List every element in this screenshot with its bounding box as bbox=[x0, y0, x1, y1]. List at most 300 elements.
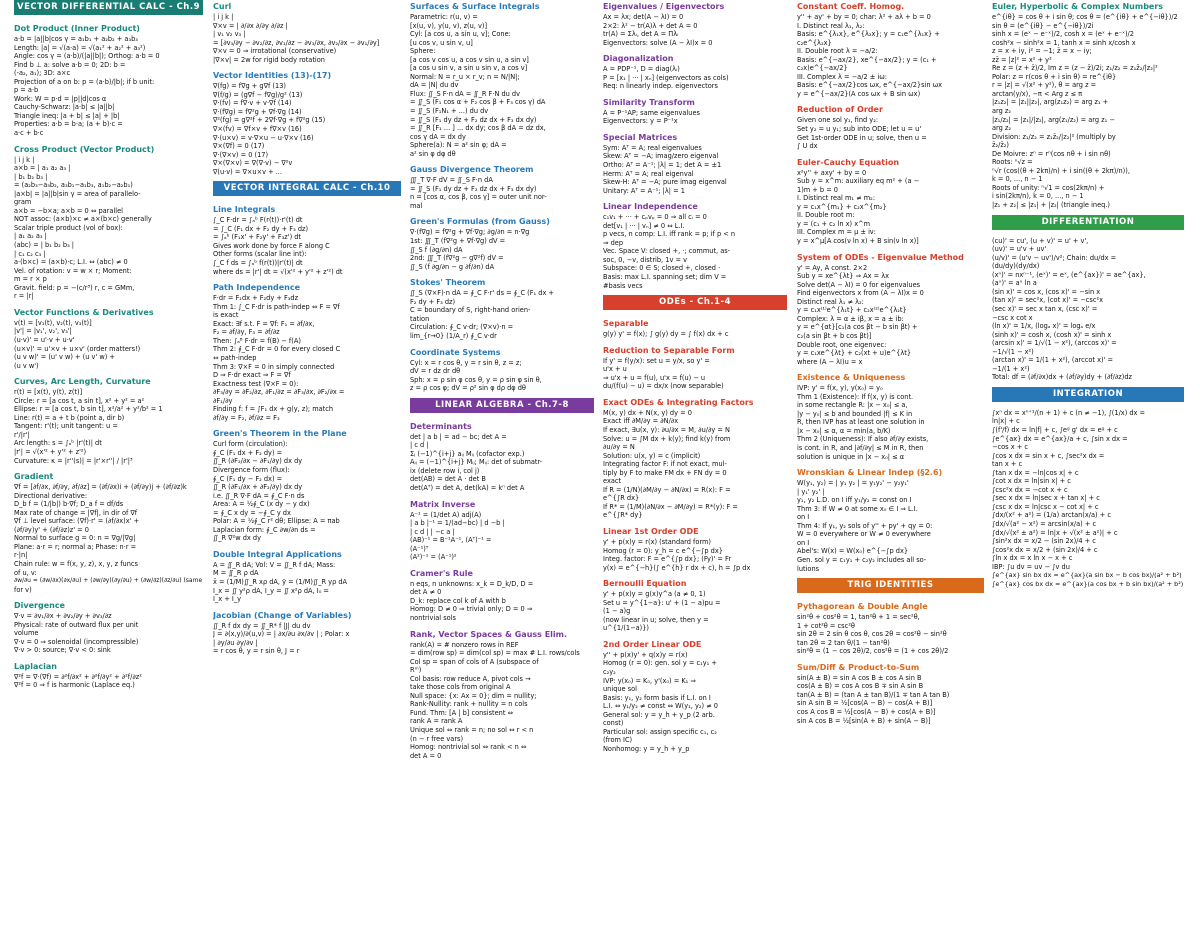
formula-line: ∇²f = 0 ⇒ f is harmonic (Laplace eq.) bbox=[14, 681, 135, 690]
formula-line: ∇(u·v) = ∇×u×v + ... bbox=[213, 167, 282, 176]
formula-line: Double root, one eigenvec: bbox=[797, 340, 887, 349]
formula-line: [a cos u sin v, a sin u sin v, a cos v] bbox=[410, 64, 528, 73]
formula-line: ∫tan x dx = −ln|cos x| + c bbox=[992, 468, 1079, 477]
formula-line: 1 + cot²θ = csc²θ bbox=[797, 621, 855, 630]
formula-line: Sub y = x^m: auxiliary eq m² + (a − bbox=[797, 177, 920, 186]
formula-line: u'x + u bbox=[603, 365, 627, 374]
formula-line: z̄₂/z̄₂) bbox=[992, 141, 1010, 150]
formula-line: y = e^{αt}[c₁(a cos βt − b sin βt) + bbox=[797, 323, 918, 332]
formula-line: ∇×v = | ∂/∂x ∂/∂y ∂/∂z | bbox=[213, 21, 288, 30]
formula-line: tiply by F to make FM dx + FN dy = 0 bbox=[603, 468, 727, 477]
formula-line: n eqs, n unknowns: x_k = D_k/D, D = bbox=[410, 579, 534, 588]
section-heading: Diagonalization bbox=[603, 54, 674, 64]
formula-line: ∬_R (∂F₂/∂x − ∂F₁/∂y) dx dy bbox=[213, 457, 303, 466]
formula-line: M(x, y) dx + N(x, y) dy = 0 bbox=[603, 408, 692, 417]
formula-line: sin A cos B = ½[sin(A + B) + sin(A − B)] bbox=[797, 716, 931, 725]
section-dot-product bbox=[14, 22, 207, 143]
formula-line: ∫e^{ax} dx = e^{ax}/a + c, ∫sin x dx = bbox=[992, 434, 1128, 443]
section-heading: Rank, Vector Spaces & Gauss Elim. bbox=[410, 629, 568, 639]
formula-line: Normal: N = r_u × r_v; n = N/|N|; bbox=[410, 72, 520, 81]
section-heading: Separable bbox=[603, 319, 649, 329]
formula-line: y = c₁x⁽¹⁾e^{λ₁t} + c₂x⁽²⁾e^{λ₂t} bbox=[797, 306, 907, 315]
formula-line: = ∬_S (F₁ dy dz + F₂ dz dx + F₃ dx dy) bbox=[410, 115, 537, 124]
formula-line: r = |r| bbox=[14, 292, 34, 301]
formula-line: |r'| = √(x'² + y'² + z'²) bbox=[14, 447, 87, 456]
section-curves-arc-length bbox=[14, 375, 207, 470]
formula-line: (u v w)' = (u' v w) + (u v' w) + bbox=[14, 353, 115, 362]
formula-line: De Moivre: zⁿ = rⁿ(cos nθ + i sin nθ) bbox=[992, 149, 1111, 158]
formula-line: Line: r(t) = a + t b (point a, dir b) bbox=[14, 413, 125, 422]
formula-line: (arctan x)' = 1/(1 + x²), (arccot x)' = bbox=[992, 356, 1113, 365]
formula-line: I. Distinct real λ₁, λ₂: bbox=[797, 21, 865, 30]
section-heading: Curves, Arc Length, Curvature bbox=[14, 377, 151, 387]
section-heading: Line Integrals bbox=[213, 205, 276, 215]
formula-line: ∇f = [∂f/∂x, ∂f/∂y, ∂f/∂z] = (∂f/∂x)i + (∂f/∂y)j + (∂f/∂z)k bbox=[14, 483, 187, 492]
formula-line: |a×b| = |a||b|sin γ = area of parallelo- bbox=[14, 189, 141, 198]
formula-line: (A²)⁻¹ = (A⁻¹)² bbox=[410, 553, 457, 562]
formula-line: ln|x| + c bbox=[992, 417, 1020, 426]
formula-line: g(y) y' = f(x); ∫ g(y) dy = ∫ f(x) dx + c bbox=[603, 330, 729, 339]
section-stokes-theorem bbox=[410, 276, 598, 345]
section-similarity-transform bbox=[603, 96, 791, 131]
formula-line: ∇×(fv) = ∇f×v + f∇×v (16) bbox=[213, 125, 302, 134]
formula-line: (u/v)' = (u'v − uv')/v²; Chain: du/dx = bbox=[992, 253, 1117, 262]
section-path-independence bbox=[213, 281, 405, 427]
formula-line: z = ρ cos φ; dV = ρ² sin φ dρ dφ dθ bbox=[410, 384, 526, 393]
formula-line: sin(A ± B) = sin A cos B ± cos A sin B bbox=[797, 673, 922, 682]
formula-line: ∇·v = ∂v₁/∂x + ∂v₂/∂y + ∂v₃/∂z bbox=[14, 612, 112, 621]
formula-line: Integrating factor F: if not exact, mul- bbox=[603, 460, 727, 469]
formula-line: (now linear in u; solve, then y = bbox=[603, 615, 709, 624]
formula-line: p = a·b bbox=[14, 86, 39, 95]
formula-line: Arc length: s = ∫ₐᵇ |r'(t)| dt bbox=[14, 439, 102, 448]
formula-line: ∇f ⊥ level surface: (∇f)·r' = (∂f/∂x)x' + bbox=[14, 517, 140, 526]
formula-line: sin²θ = (1 − cos 2θ)/2, cos²θ = (1 + cos 2θ)/2 bbox=[797, 647, 949, 656]
formula-line: IBP: ∫u dv = uv − ∫v du bbox=[992, 562, 1070, 571]
formula-line: = ∬_S (F₁ cos α + F₂ cos β + F₃ cos γ) dA bbox=[410, 98, 546, 107]
formula-line: ∇·v = 0 ⇒ solenoidal (incompressible) bbox=[14, 637, 139, 646]
formula-line: Eigenvectors: y = P⁻¹x bbox=[603, 117, 678, 126]
section-heading: Coordinate Systems bbox=[410, 347, 501, 357]
section-heading: Cross Product (Vector Product) bbox=[14, 144, 155, 154]
formula-line: (tan x)' = sec²x, (cot x)' = −csc²x bbox=[992, 296, 1104, 305]
formula-line: Physical: rate of outward flux per unit bbox=[14, 620, 139, 629]
section-heading: System of ODEs - Eigenvalue Method bbox=[797, 252, 964, 262]
formula-line: 1)m + b = 0 bbox=[797, 185, 839, 194]
formula-line: y(x) = e^{−h}(∫ e^{h} r dx + c), h = ∫p dx bbox=[603, 563, 751, 572]
formula-line: unique sol bbox=[603, 685, 638, 694]
formula-line: Sphere: bbox=[410, 47, 436, 56]
formula-line: y' = Ay, A const. 2×2 bbox=[797, 263, 868, 272]
formula-line: (arcsin x)' = 1/√(1 − x²), (arccos x)' = bbox=[992, 339, 1117, 348]
formula-line: is cont. in R, and |∂f/∂y| ≤ M in R, then bbox=[797, 443, 924, 452]
formula-line: Cyl: [a cos u, a sin u, v]; Cone: bbox=[410, 30, 511, 39]
formula-line: Given one sol y₁, find y₂: bbox=[797, 116, 879, 125]
formula-line: Scalar triple product (vol of box): bbox=[14, 223, 123, 232]
formula-line: e^{∫R* dy} bbox=[603, 511, 643, 520]
formula-line: ∫dx/√(a² − x²) = arcsin(x/a) + c bbox=[992, 519, 1097, 528]
formula-line: Nonhomog: y = y_h + y_p bbox=[603, 744, 690, 753]
formula-line: 2×2: λ² − tr(A)λ + det A = 0 bbox=[603, 21, 698, 30]
formula-line: = ∬_S (F₁N₁ + ...) du dv bbox=[410, 107, 489, 116]
formula-line: Thm 1: ∫_C F·dr is path-indep ⇔ F = ∇f bbox=[213, 302, 340, 311]
formula-line: Plane: a·r = r; normal a; Phase: n·r = bbox=[14, 542, 137, 551]
formula-line: Then: ∫ₐᴮ F·dr = f(B) − f(A) bbox=[213, 336, 301, 345]
formula-line: Length: |a| = √(a·a) = √(a₁² + a₂² + a₃²) bbox=[14, 43, 146, 52]
formula-line: y = c₁x^{m₁} + c₂x^{m₂} bbox=[797, 202, 887, 211]
section-surfaces-surface-integrals bbox=[410, 0, 598, 163]
formula-line: |x − x₀| ≤ α, α = min(a, b/K) bbox=[797, 426, 891, 435]
formula-line: dA = |N| du dv bbox=[410, 81, 459, 90]
formula-line: #basis vecs bbox=[603, 281, 643, 290]
formula-line: Thm 1 (Existence): If f(x, y) is cont. bbox=[797, 392, 914, 401]
formula-line: ⁿ√r (cos((θ + 2kπ)/n) + i sin((θ + 2kπ)/n)), bbox=[992, 166, 1130, 175]
section-integration-rules bbox=[992, 409, 1188, 593]
formula-line: (sinh x)' = cosh x, (cosh x)' = sinh x bbox=[992, 330, 1112, 339]
formula-line: tan x + c bbox=[992, 460, 1023, 469]
formula-line: det | a b | = ad − bc; det A = bbox=[410, 432, 507, 441]
section-heading: Existence & Uniqueness bbox=[797, 373, 906, 383]
formula-line: | b₁ b₂ b₃ | bbox=[14, 172, 48, 181]
chapter-band-title: DIFFERENTIATION bbox=[992, 215, 1184, 230]
formula-line: r·|n| bbox=[14, 551, 28, 560]
formula-line: sin θ = (e^{iθ} − e^{−iθ})/2i bbox=[992, 21, 1094, 30]
formula-line: Integ. factor: F = e^{∫p dx}; (Fy)' = Fr bbox=[603, 555, 732, 564]
formula-line: 2nd: ∭_T (f∇²g − g∇²f) dV = bbox=[410, 254, 504, 263]
formula-line: Sph: x = ρ sin φ cos θ, y = ρ sin φ sin θ, bbox=[410, 375, 542, 384]
formula-line: Solve: u = ∫M dx + k(y); find k(y) from bbox=[603, 434, 731, 443]
column-4 bbox=[603, 0, 791, 927]
formula-line: Thm 4: If y₁, y₂ sols of y'' + py' + qy = 0: bbox=[797, 521, 933, 530]
column-6 bbox=[992, 0, 1188, 927]
formula-line: soc, 0, −v, distrib, 1v = v bbox=[603, 255, 687, 264]
formula-line: A⁻¹ = (1/det A) adj(A) bbox=[410, 510, 482, 519]
formula-line: −1/√(1 − x²) bbox=[992, 347, 1034, 356]
formula-line: Tangent: r'(t); unit tangent: u = bbox=[14, 422, 118, 431]
formula-line: cosh²x − sinh²x = 1, tanh x = sinh x/cosh x bbox=[992, 38, 1136, 47]
formula-line: Particular sol: assign specific c₁, c₂ bbox=[603, 727, 717, 736]
formula-line: (n − r free vars) bbox=[410, 734, 464, 743]
formula-line: u^{1/(1−a)}) bbox=[603, 624, 649, 633]
formula-line: m = r × p bbox=[14, 275, 47, 284]
formula-line: A = PDP⁻¹, D = diag(λᵢ) bbox=[603, 65, 680, 74]
formula-line: Abel's: W(x) = W(x₀) e^{−∫p dx} bbox=[797, 547, 909, 556]
section-heading: Reduction of Order bbox=[797, 105, 883, 115]
formula-line: Vec. Space V: closed +, ·; commut, as- bbox=[603, 247, 731, 256]
formula-line: du/(f(u) − u) = dx/x (now separable) bbox=[603, 382, 724, 391]
section-coordinate-systems bbox=[410, 346, 598, 398]
formula-line: is exact bbox=[213, 311, 239, 320]
formula-line: (u×v)' = u'×v + u×v' (order matters!) bbox=[14, 344, 141, 353]
formula-line: a·c + b·c bbox=[14, 129, 44, 138]
formula-line: y₁, y₂ L.D. on I iff y₁/y₂ = const on I bbox=[797, 496, 912, 505]
formula-line: = ∫ₐᵇ (F₁x' + F₂y' + F₃z') dt bbox=[213, 233, 302, 242]
formula-line: ∫cos²x dx = x/2 + (sin 2x)/4 + c bbox=[992, 545, 1098, 554]
formula-line: | c d | bbox=[410, 441, 429, 450]
section-heading: Bernoulli Equation bbox=[603, 579, 687, 589]
formula-line: cos γ dA = dx dy bbox=[410, 132, 466, 141]
formula-line: Gen. sol y = c₁y₁ + c₂y₂ includes all so- bbox=[797, 555, 927, 564]
formula-line: e^{iθ} = cos θ + i sin θ; cos θ = (e^{iθ} + e^{−iθ})/2 bbox=[992, 13, 1178, 21]
formula-line: ∮_C (F₁ dx + F₂ dy) = bbox=[213, 448, 283, 457]
section-trig-identities bbox=[797, 578, 988, 600]
formula-line: Set u = y^{1−a}: u' + (1 − a)pu = bbox=[603, 598, 721, 607]
formula-line: Flux: ∬_S F·n dA = ∬_R F·N du dv bbox=[410, 89, 521, 98]
section-heading: Matrix Inverse bbox=[410, 499, 476, 509]
formula-line: [x(u, v), y(u, v), z(u, v)] bbox=[410, 21, 488, 30]
formula-line: Polar: A = ½∮_C r² dθ; Ellipse: A = πab bbox=[213, 517, 340, 526]
formula-line: ∂u/∂y = N bbox=[603, 443, 635, 452]
formula-line: ∬_R f dx dy = ∬_R* f |J| du dv bbox=[213, 621, 311, 630]
formula-line: ∫csc²x dx = −cot x + c bbox=[992, 485, 1068, 494]
formula-line: | c d | | −c a | bbox=[410, 527, 455, 536]
column-3 bbox=[410, 0, 598, 927]
formula-line: a·(b×c) = (a×b)·c; L.I. ⇔ (abc) ≠ 0 bbox=[14, 258, 128, 267]
formula-line: Ax = λx; det(A − λI) = 0 bbox=[603, 13, 684, 21]
formula-line: y' + p(x)y = r(x) (standard form) bbox=[603, 537, 711, 546]
formula-line: ∇·(f∇g) = f∇²g + ∇f·∇g (14) bbox=[213, 107, 302, 116]
formula-line: ∂w/∂u = (∂w/∂x)(∂x/∂u) + (∂w/∂y)(∂y/∂u) + (∂w/∂z)(∂z/∂u) (same bbox=[14, 577, 203, 585]
formula-line: r'/|r'| bbox=[14, 430, 30, 439]
formula-line: −cos x + c bbox=[992, 443, 1028, 452]
formula-line: ⇔ path-indep bbox=[213, 353, 257, 362]
section-reduction-of-order bbox=[797, 103, 988, 155]
formula-line: D ⇒ F·dr exact ⇒ F = ∇f bbox=[213, 371, 291, 380]
formula-line: IVP: y' = f(x, y), y(x₀) = y₀ bbox=[797, 384, 883, 393]
formula-line: 1st: ∭_T (f∇²g + ∇f·∇g) dV = bbox=[410, 237, 506, 246]
formula-line: det[v₁ | ··· | vₙ] ≠ 0 ⇔ L.I. bbox=[603, 221, 685, 230]
formula-line: zz̄ = |z|² = x² + y² bbox=[992, 55, 1052, 64]
section-heading: Dot Product (Inner Product) bbox=[14, 24, 140, 33]
formula-line: (u·v)' = u'·v + u·v' bbox=[14, 335, 75, 344]
formula-line: Get 1st-order ODE in u; solve, then u = bbox=[797, 133, 927, 142]
formula-line: ∇·(f∇g) = f∇²g + ∇f·∇g; ∂g/∂n = n·∇g bbox=[410, 228, 530, 237]
formula-line: Req: n linearly indep. eigenvectors bbox=[603, 82, 718, 91]
formula-line: ∫cos x dx = sin x + c, ∫sec²x dx = bbox=[992, 451, 1105, 460]
formula-line: (cu)' = cu', (u + v)' = u' + v', bbox=[992, 236, 1089, 245]
formula-line: tan 2θ = 2 tan θ/(1 − tan²θ) bbox=[797, 638, 890, 647]
formula-line: |∇×v| = 2w for rigid body rotation bbox=[213, 55, 325, 64]
formula-line: = r cos θ, y = r sin θ, J = r bbox=[213, 647, 300, 656]
formula-line: | a b |⁻¹ = 1/(ad−bc) | d −b | bbox=[410, 519, 505, 528]
section-double-integral-applications bbox=[213, 548, 405, 609]
formula-line: (from IC) bbox=[603, 736, 633, 745]
formula-line: c₂x)e^{−ax/2} bbox=[797, 64, 848, 73]
formula-line: Parametric: r(u, v) = bbox=[410, 13, 478, 21]
section-linear-algebra bbox=[410, 398, 598, 420]
formula-line: J = ∂(x,y)/∂(u,v) = | ∂x/∂u ∂x/∂v | ; Polar: x bbox=[213, 630, 350, 639]
formula-line: y = (c₁ + c₂ ln x) x^m bbox=[797, 219, 871, 228]
formula-line: |z₁/z₂| = |z₁|/|z₂|, arg(z₁/z₂) = arg z₁ − bbox=[992, 115, 1115, 124]
formula-line: Polar: z = r(cos θ + i sin θ) = re^{iθ} bbox=[992, 72, 1117, 81]
formula-line: ∂f/∂y = F₂, ∂f/∂z = F₃ bbox=[213, 413, 280, 422]
formula-line: ∬_S (f ∂g/∂n − g ∂f/∂n) dA bbox=[410, 262, 495, 271]
formula-line: Triangle ineq: |a + b| ≤ |a| + |b| bbox=[14, 111, 120, 120]
formula-line: Roots of unity: ⁿ√1 = cos(2kπ/n) + bbox=[992, 183, 1105, 192]
section-heading: Gradient bbox=[14, 472, 54, 482]
formula-line: |z₁z₂| = |z₁||z₂|, arg(z₁z₂) = arg z₁ + bbox=[992, 98, 1109, 107]
formula-line: Circulation: ∮_C v·dr; (∇×v)·n = bbox=[410, 323, 514, 332]
formula-line: [a cos v cos u, a cos v sin u, a sin v] bbox=[410, 55, 529, 64]
chapter-band-title: LINEAR ALGEBRA - Ch.7-8 bbox=[410, 398, 594, 413]
section-linear-first-order bbox=[603, 525, 791, 577]
formula-line: Solution: u(x, y) = c (implicit) bbox=[603, 451, 701, 460]
formula-line: y'' + ay' + by = 0; char: λ² + aλ + b = 0 bbox=[797, 13, 931, 21]
formula-line: If y' = f(y/x): set u = y/x, so y' = bbox=[603, 356, 710, 365]
formula-line: Properties: a·b = b·a; (a + b)·c = bbox=[14, 120, 123, 129]
formula-line: a·b = |a||b|cos γ = a₁b₁ + a₂b₂ + a₃b₃ bbox=[14, 35, 138, 43]
formula-line: sin A sin B = ½[cos(A − B) − cos(A + B)] bbox=[797, 699, 933, 708]
formula-line: Thm 2 (Uniqueness): If also ∂f/∂y exists, bbox=[797, 435, 929, 444]
formula-line: (sin x)' = cos x, (cos x)' = −sin x bbox=[992, 287, 1101, 296]
formula-line: det A = 0 bbox=[410, 751, 442, 760]
formula-line: c₂(a sin βt + b cos βt)] bbox=[797, 331, 872, 340]
formula-line: F₂ = ∂f/∂y, F₃ = ∂f/∂z bbox=[213, 328, 280, 337]
formula-line: Sphere(a): N = a² sin φ; dA = bbox=[410, 141, 507, 150]
formula-line: dV = r dz dr dθ bbox=[410, 367, 461, 376]
formula-line: ∬_R ∇²w dx dy bbox=[213, 534, 261, 543]
formula-line: (xⁿ)' = nxⁿ⁻¹, (eˣ)' = eˣ, (e^{ax})' = ae^{ax}, bbox=[992, 270, 1146, 279]
formula-line: (∂f/∂y)y' + (∂f/∂z)z' = 0 bbox=[14, 525, 89, 534]
formula-line: Rank-Nullity: rank + nullity = n cols bbox=[410, 700, 528, 709]
section-vector-integral-calc bbox=[213, 181, 405, 203]
formula-line: rank A = rank Ã bbox=[410, 717, 463, 726]
formula-line: Gives work done by force F along C bbox=[213, 241, 330, 250]
section-heading: Linear 1st Order ODE bbox=[603, 526, 699, 536]
formula-line: Thm 3: ∇×F = 0 in simply connected bbox=[213, 362, 335, 371]
formula-line: W = 0 everywhere or W ≠ 0 everywhere bbox=[797, 530, 931, 539]
section-heading: Sum/Diff & Product-to-Sum bbox=[797, 662, 920, 672]
formula-line: Distinct real λ₁ ≠ λ₂: bbox=[797, 297, 864, 306]
chapter-band-title: TRIG IDENTITIES bbox=[797, 578, 984, 593]
formula-line: ∇·v > 0: source; ∇·v < 0: sink bbox=[14, 646, 111, 655]
section-cross-product bbox=[14, 143, 207, 306]
section-heading: Gauss Divergence Theorem bbox=[410, 165, 534, 175]
formula-line: = ∬_R [F₁ ... ] ... dx dy; cos β dA = dz dx, bbox=[410, 124, 546, 133]
section-heading: Special Matrices bbox=[603, 132, 678, 142]
section-heading: Cramer's Rule bbox=[410, 568, 473, 578]
section-laplacian bbox=[14, 660, 207, 695]
section-heading: Green's Theorem in the Plane bbox=[213, 429, 347, 439]
formula-line: Homog: nontrivial sol ⇔ rank < n ⇔ bbox=[410, 743, 527, 752]
section-bernoulli-equation bbox=[603, 577, 791, 638]
formula-line: Find b ⊥ a: solve a·b = 0; 2D: b = bbox=[14, 60, 126, 69]
formula-line: Re z = (z + z̄)/2, Im z = (z − z̄)/2i; z₁/z₂ = z₁z̄₂/|z₂|² bbox=[992, 64, 1158, 73]
formula-line: W(y₁, y₂) = | y₁ y₂ | = y₁y₂' − y₂y₁' bbox=[797, 479, 909, 488]
section-heading: Similarity Transform bbox=[603, 97, 695, 107]
formula-line: Null space: {x: Ax = 0}; dim = nullity; bbox=[410, 691, 537, 700]
formula-line: If R = (1/N)(∂M/∂y − ∂N/∂x) = R(x): F = bbox=[603, 485, 731, 494]
section-heading: Surfaces & Surface Integrals bbox=[410, 2, 540, 11]
formula-line: F₂ dy + F₃ dz) bbox=[410, 297, 456, 306]
formula-line: det(AB) = det A · det B bbox=[410, 475, 486, 484]
formula-line: nontrivial sols bbox=[410, 613, 456, 622]
formula-line: III. Complex λ = −a/2 ± iω: bbox=[797, 72, 887, 81]
chapter-band-title: ODEs - Ch.1-4 bbox=[603, 295, 787, 310]
formula-line: | ∂y/∂u ∂y/∂v | bbox=[213, 638, 258, 647]
formula-line: lutions bbox=[797, 564, 820, 573]
formula-line: Skew-H: Āᵀ = −A; pure imag eigenval bbox=[603, 178, 727, 187]
section-heading: Determinants bbox=[410, 421, 472, 431]
formula-line: Cyl: x = r cos θ, y = r sin θ, z = z; bbox=[410, 358, 522, 367]
formula-line: for v) bbox=[14, 585, 32, 594]
formula-line: A = ∬_R dA; Vol: V = ∬_R f dA; Mass: bbox=[213, 560, 336, 569]
formula-line: det A ≠ 0 bbox=[410, 588, 442, 597]
section-heading: 2nd Order Linear ODE bbox=[603, 639, 702, 649]
section-system-odes-eigenvalue bbox=[797, 251, 988, 372]
formula-line: ∫ln x dx = x ln x − x + c bbox=[992, 554, 1073, 563]
section-gauss-divergence-theorem bbox=[410, 163, 598, 215]
formula-line: Exact: ∃f s.t. F = ∇f: F₁ = ∂f/∂x, bbox=[213, 319, 315, 328]
formula-line: Roots: ⁿ√z = bbox=[992, 158, 1033, 167]
formula-line: Projection of a on b: p = (a·b)/|b|; if b unit: bbox=[14, 77, 155, 86]
section-separable bbox=[603, 317, 791, 344]
formula-line: lim_{r→0} (1/A_r) ∮_C v·dr bbox=[410, 331, 497, 340]
formula-line: R, then IVP has at least one solution in bbox=[797, 418, 925, 427]
formula-line: Curvature: κ = |r''(s)| = |r'×r''| / |r'|³ bbox=[14, 456, 133, 465]
formula-line: ∫_C f ds = ∫ₐᵇ f(r(t))|r'(t)| dt bbox=[213, 259, 303, 268]
formula-line: Complex: λ = α ± iβ, x = a ± ib: bbox=[797, 314, 904, 323]
section-greens-formulas bbox=[410, 215, 598, 276]
formula-line: Basis: y₁, y₂ form basis if L.I. on I bbox=[603, 693, 711, 702]
formula-line: a×b = −b×a; a×b = 0 ⇔ parallel bbox=[14, 206, 123, 215]
formula-line: Col basis: row reduce A, pivot cols → bbox=[410, 674, 531, 683]
formula-line: tan(A ± B) = (tan A ± tan B)/(1 ∓ tan A tan B) bbox=[797, 690, 950, 699]
formula-line: Normal to surface g = 0: n = ∇g/|∇g| bbox=[14, 534, 136, 543]
formula-line: (-a₂, a₁); 3D: a×c bbox=[14, 69, 71, 78]
formula-line: p vecs, n comp: L.I. iff rank = p; if p < n bbox=[603, 230, 736, 239]
formula-line: ∫sec x dx = ln|sec x + tan x| + c bbox=[992, 494, 1100, 503]
formula-line: ∇×(∇×v) = ∇(∇·v) − ∇²v bbox=[213, 159, 293, 168]
section-special-matrices bbox=[603, 131, 791, 200]
formula-line: | i j k | bbox=[14, 155, 35, 164]
formula-line: ∬_S (∇×F)·n dA = ∮_C F·r' ds = ∮_C (F₁ dx + bbox=[410, 289, 554, 298]
section-linear-independence bbox=[603, 200, 791, 295]
formula-line: k = 0, ..., n − 1 bbox=[992, 175, 1043, 184]
formula-line: take those cols from original A bbox=[410, 683, 511, 692]
formula-line: sin²θ + cos²θ = 1, tan²θ + 1 = sec²θ, bbox=[797, 613, 920, 622]
formula-line: (sec x)' = sec x tan x, (csc x)' = bbox=[992, 304, 1098, 313]
formula-line: (AB)⁻¹ = B⁻¹A⁻¹, (Aᵀ)⁻¹ = bbox=[410, 536, 492, 545]
section-heading: Stokes' Theorem bbox=[410, 278, 486, 288]
section-heading: Exact ODEs & Integrating Factors bbox=[603, 397, 754, 407]
formula-line: Solve det(A − λI) = 0 for eigenvalues bbox=[797, 280, 921, 289]
formula-line: (ln x)' = 1/x, (logₐ x)' = logₐ e/x bbox=[992, 322, 1096, 331]
formula-line: on I bbox=[797, 513, 810, 522]
section-sum-diff-product bbox=[797, 661, 988, 730]
chapter-band-title: INTEGRATION bbox=[992, 387, 1184, 402]
section-heading: Green's Formulas (from Gauss) bbox=[410, 217, 550, 227]
formula-line: ∇(fg) = f∇g + g∇f (13) bbox=[213, 82, 286, 91]
formula-line: | c₁ c₂ c₃ | bbox=[14, 249, 46, 258]
formula-line: −csc x cot x bbox=[992, 313, 1033, 322]
formula-line: General sol: y = y_h + y_p (2 arb. bbox=[603, 710, 715, 719]
formula-line: = ∮_C x dy = −∮_C y dx bbox=[213, 508, 291, 517]
formula-line: ∇(f/g) = (g∇f − f∇g)/g² (13) bbox=[213, 90, 303, 99]
section-heading: Constant Coeff. Homog. bbox=[797, 2, 905, 11]
formula-line: Directional derivative: bbox=[14, 491, 88, 500]
section-existence-uniqueness bbox=[797, 371, 988, 466]
section-cramers-rule bbox=[410, 567, 598, 628]
formula-line: ∂F₁/∂y bbox=[213, 396, 233, 405]
section-line-integrals bbox=[213, 203, 405, 281]
formula-line: cos A cos B = ½[cos(A − B) + cos(A + B)] bbox=[797, 708, 936, 716]
column-5 bbox=[797, 0, 988, 927]
formula-line: = ∫_C (F₁ dx + F₂ dy + F₃ dz) bbox=[213, 224, 309, 233]
formula-line: Unique sol ⇔ rank = n; no sol ⇔ r < n bbox=[410, 726, 534, 734]
chapter-band-title: VECTOR INTEGRAL CALC - Ch.10 bbox=[213, 181, 401, 196]
formula-line: tation bbox=[410, 314, 430, 323]
